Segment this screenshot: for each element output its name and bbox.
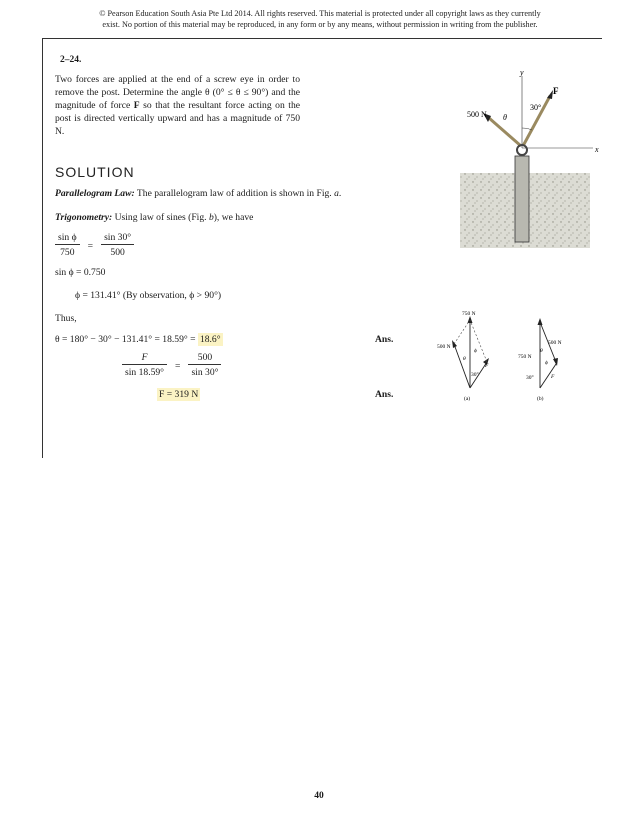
fig-b-F: F <box>551 374 555 380</box>
phi-result: ϕ = 131.41° (By observation, ϕ > 90°) <box>75 290 222 301</box>
frame-left-rule <box>42 38 43 458</box>
fig-a-theta: θ <box>463 356 466 362</box>
copyright-line-1: © Pearson Education South Asia Pte Ltd 2014. All rights reserved. This material is protected under all copyright laws as they currently <box>99 9 541 18</box>
fig-a-750: 750 N <box>462 311 476 317</box>
fig-a-500: 500 N <box>437 344 451 350</box>
copyright-notice <box>40 8 600 30</box>
fig-b-phi: ϕ <box>545 360 548 366</box>
solution-heading: SOLUTION <box>55 164 135 180</box>
frame-top-rule <box>42 38 602 39</box>
fig-a-caption: (a) <box>464 396 471 402</box>
trigonometry-line: Trigonometry: Using law of sines (Fig. b), we have <box>55 212 254 223</box>
post <box>515 156 529 242</box>
theta-label: θ <box>503 113 507 122</box>
force-answer: F = 319 N <box>159 389 199 400</box>
law-of-sines-equation: $\frac{\text{sin ϕ}}{750}$ = $\frac{\sin 30^\circ}{500}$ <box>55 232 134 258</box>
fig-a-30: 30° <box>471 372 479 378</box>
thus-label: Thus, <box>55 313 77 324</box>
angle-30-label: 30° <box>530 103 542 112</box>
fig-b-30: 30° <box>526 375 534 381</box>
theta-equation: θ = 180° − 30° − 131.41° = 18.59° = 18.6° <box>55 334 221 345</box>
fig-a-phi: ϕ <box>474 348 477 354</box>
x-axis-label: x <box>595 145 599 154</box>
force-F-label: F <box>553 86 559 96</box>
problem-statement: Two forces are applied at the end of a screw eye in order to remove the post. Determine the angle θ (0° ≤ θ ≤ 90°) and the magnitude of force F so that the resultant force acting on the post is directed vertically upward and has a magnitude of 750 N. <box>55 74 300 137</box>
answer-label-2: Ans. <box>375 389 394 400</box>
fig-b-theta: θ <box>540 348 543 354</box>
theta-answer: 18.6° <box>199 334 221 345</box>
fig-b-500: 500 N <box>548 340 562 346</box>
figure-b-triangle <box>510 308 580 404</box>
fig-b-750: 750 N <box>518 354 532 360</box>
page-number: 40 <box>314 791 324 801</box>
sin-phi-result: sin ϕ = 0.750 <box>55 267 106 278</box>
force-500-label: 500 N <box>467 110 487 119</box>
fig-a-F: F <box>485 363 489 369</box>
force-answer-line <box>157 389 200 401</box>
figure-a-parallelogram <box>432 308 512 404</box>
force-500-rope <box>489 118 521 146</box>
parallelogram-law-line: Parallelogram Law: The parallelogram law of addition is shown in Fig. a. <box>55 188 342 199</box>
fig-b-caption: (b) <box>537 396 544 402</box>
force-equation: $\frac{F}{\sin 18.59^\circ}$ = $\frac{500}{\sin 30^\circ}$ <box>122 352 221 378</box>
y-axis-label: y <box>520 68 524 77</box>
copyright-line-2: exist. No portion of this material may be reproduced, in any form or by any means, without permission in writing from the publisher. <box>102 20 538 29</box>
answer-label-1: Ans. <box>375 334 394 345</box>
screw-eye-figure <box>455 68 605 250</box>
problem-number: 2–24. <box>60 55 82 65</box>
